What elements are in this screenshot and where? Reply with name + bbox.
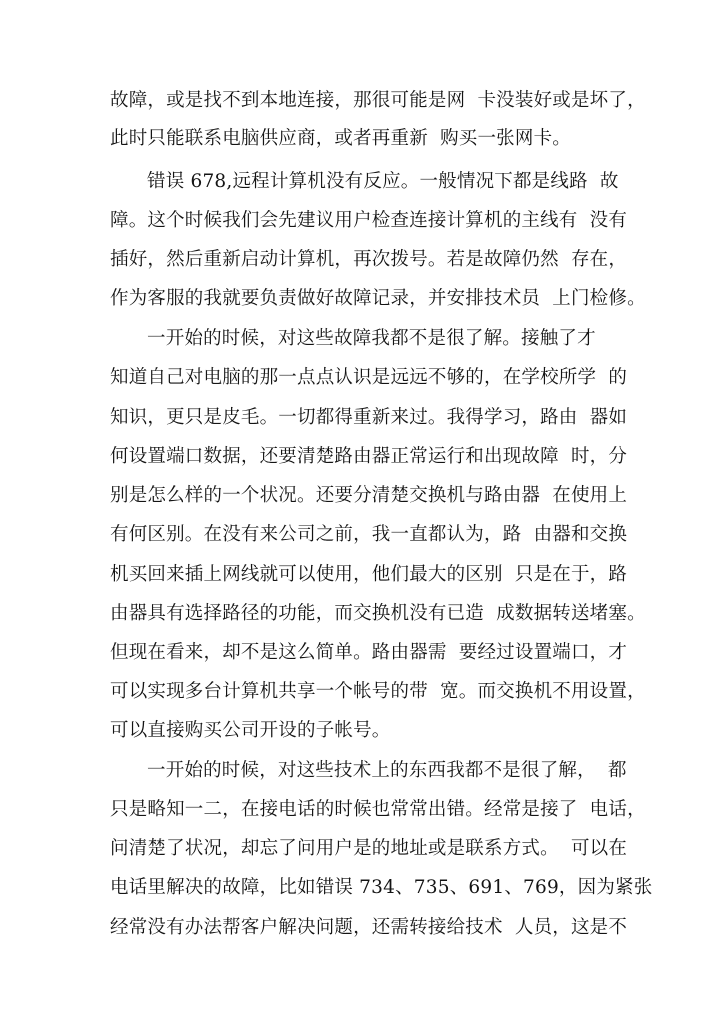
text-line: 障。这个时候我们会先建议用户检查连接计算机的主线有 没有: [110, 210, 628, 231]
text-line: 插好，然后重新启动计算机，再次拨号。若是故障仍然 存在，: [110, 249, 628, 270]
text-line: 作为客服的我就要负责做好故障记录，并安排技术员 上门检修。: [110, 288, 646, 309]
text-line: 可以直接购买公司开设的子帐号。: [110, 720, 391, 741]
text-line: 由器具有选择路径的功能，而交换机没有已造 成数据转送堵塞。: [110, 603, 646, 624]
text-line: 只是略知一二，在接电话的时候也常常出错。经常是接了 电话，: [110, 799, 646, 820]
text-line: 经常没有办法帮客户解决问题，还需转接给技术 人员，这是不: [110, 917, 628, 938]
text-line: 此时只能联系电脑供应商，或者再重新 购买一张网卡。: [110, 128, 571, 149]
paragraph-start-line: 一开始的时候，对这些技术上的东西我都不是很了解， 都: [147, 760, 627, 781]
text-line: 有何区别。在没有来公司之前，我一直都认为，路 由器和交换: [110, 524, 628, 545]
text-line: 机买回来插上网线就可以使用，他们最大的区别 只是在于，路: [110, 564, 628, 585]
text-line: 知识，更只是皮毛。一切都得重新来过。我得学习，路由 器如: [110, 407, 628, 428]
text-line: 问清楚了状况，却忘了问用户是的地址或是联系方式。 可以在: [110, 838, 628, 859]
text-line: 但现在看来，却不是这么简单。路由器需 要经过设置端口，才: [110, 642, 628, 663]
text-line: 别是怎么样的一个状况。还要分清楚交换机与路由器 在使用上: [110, 485, 628, 506]
text-line: 电话里解决的故障，比如错误 734、735、691、769，因为紧张: [110, 877, 653, 898]
text-line: 何设置端口数据，还要清楚路由器正常运行和出现故障 时，分: [110, 446, 628, 467]
text-line: 可以实现多台计算机共享一个帐号的带 宽。而交换机不用设置，: [110, 681, 646, 702]
text-line: 故障，或是找不到本地连接，那很可能是网 卡没装好或是坏了，: [110, 90, 646, 111]
text-line: 知道自己对电脑的那一点点认识是远远不够的，在学校所学 的: [110, 367, 628, 388]
paragraph-start-line: 一开始的时候，对这些故障我都不是很了解。接触了才: [147, 328, 596, 349]
paragraph-start-line: 错误 678,远程计算机没有反应。一般情况下都是线路 故: [147, 171, 619, 192]
